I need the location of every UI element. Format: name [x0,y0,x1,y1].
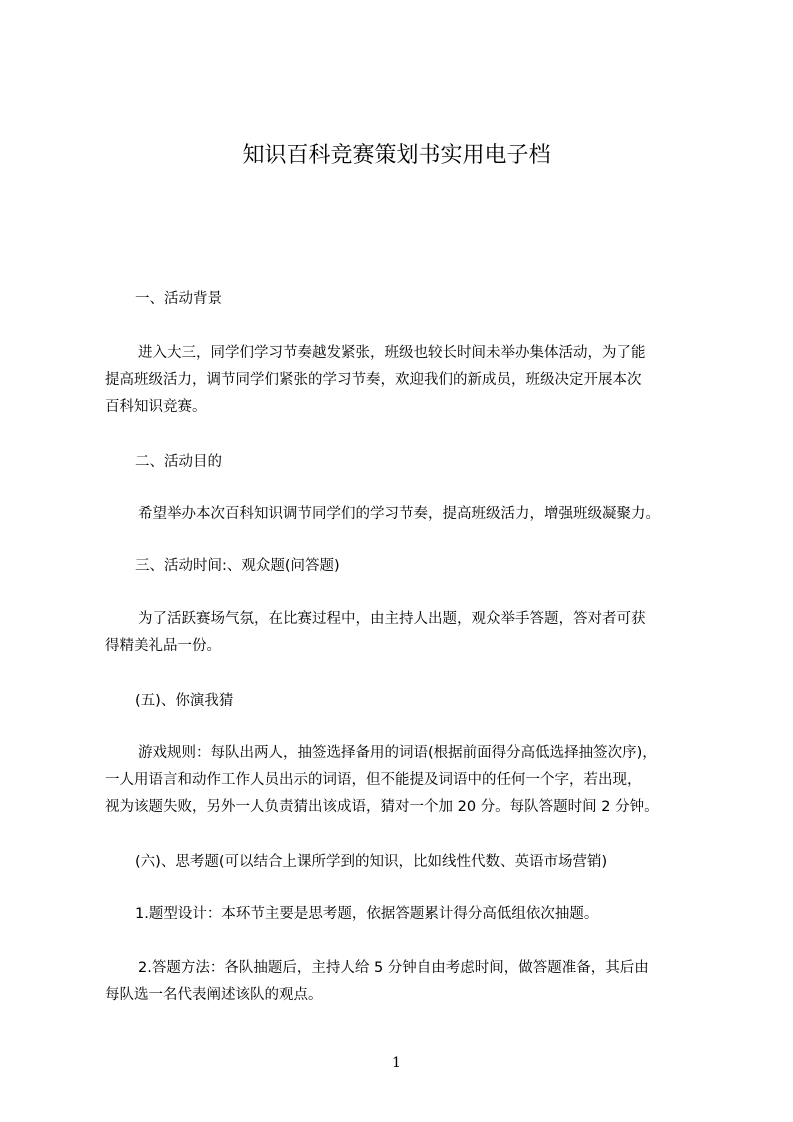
text-line: 百科知识竞赛。 [105,399,207,415]
heading-thinking: (六)、思考题(可以结合上课所学到的知识，比如线性代数、英语市场营销) [135,854,608,870]
paragraph-background [105,340,705,421]
text-line: 视为该题失败，另外一人负责猜出该成语，猜对一个加 20 分。每队答题时间 2 分钟。 [105,799,659,815]
text-line: 每队选一名代表阐述该队的观点。 [105,987,323,1003]
heading-charades: (五)、你演我猜 [135,693,234,709]
paragraph-question-design: 1.题型设计：本环节主要是思考题，依据答题累计得分高低组依次抽题。 [135,906,599,922]
paragraph-audience [105,606,705,660]
text-line: 得精美礼品一份。 [105,638,221,654]
paragraph-answer-method [105,955,705,1009]
text-line: 一人用语言和动作工作人员出示的词语，但不能提及词语中的任何一个字，若出现， [105,772,642,788]
text-line: 提高班级活力，调节同学们紧张的学习节奏，欢迎我们的新成员，班级决定开展本次 [105,372,642,388]
text-line: 进入大三，同学们学习节奏越发紧张，班级也较长时间未举办集体活动，为了能 [138,345,646,361]
document-title: 知识百科竞赛策划书实用电子档 [242,143,551,168]
text-line: 2.答题方法：各队抽题后，主持人给 5 分钟自由考虑时间，做答题准备，其后由 [138,960,649,976]
heading-purpose: 二、活动目的 [135,454,222,470]
heading-background: 一、活动背景 [135,291,222,307]
paragraph-rules [105,740,705,821]
text-line: 为了活跃赛场气氛，在比赛过程中，由主持人出题，观众举手答题，答对者可获 [138,611,646,627]
page-number: 1 [392,1055,401,1071]
heading-time: 三、活动时间:、观众题(问答题) [135,558,340,574]
text-line: 游戏规则：每队出两人，抽签选择备用的词语(根据前面得分高低选择抽签次序)， [138,745,657,761]
paragraph-purpose: 希望举办本次百科知识调节同学们的学习节奏，提高班级活力，增强班级凝聚力。 [138,506,660,522]
